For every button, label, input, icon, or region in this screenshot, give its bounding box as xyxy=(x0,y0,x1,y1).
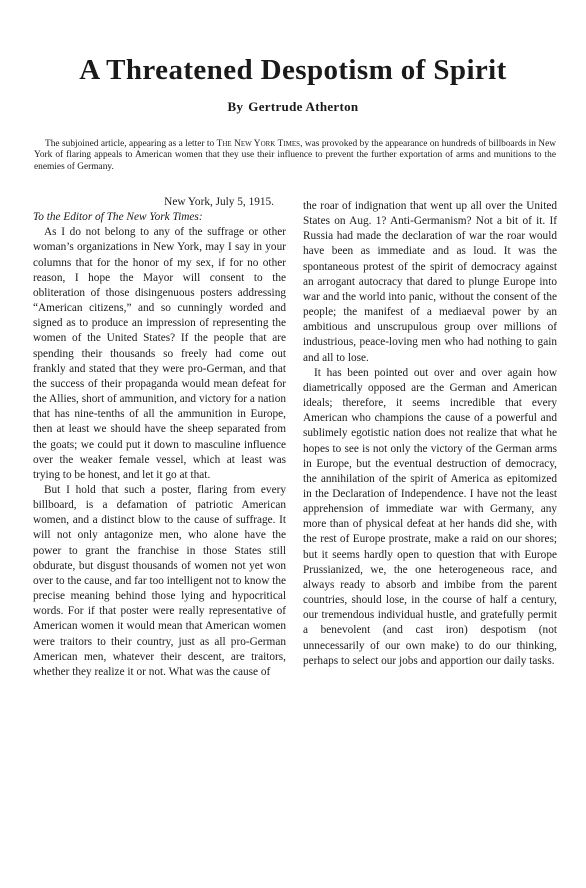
byline-prefix: By xyxy=(227,99,244,114)
intro-text-end: , was provoked by the appearance on hundreds of billboards in New York of flaring appeals to American women that they use their influence to prevent the further exportation of arms and munitions to the enemies of Germany. xyxy=(34,139,556,172)
right-column xyxy=(303,199,557,669)
publication-name: The New York Times xyxy=(216,139,301,149)
body-paragraph-continued: the roar of indignation that went up all over the United States on Aug. 1? Anti-Germanism? Not a bit of it. If Russia had made the declaration of war the roar would have been as immediate and as loud. It was the spontaneous protest of the spirit of democracy against an arrogant autocracy that dared to plunge Europe into war and the world into panic, without the consent of the people; the manifest of a mediaeval power by an ambitious and unscrupulous group over millions of industrious, peace-loving men who had nothing to gain and all to lose. xyxy=(303,200,557,364)
author-name: Gertrude Atherton xyxy=(248,99,359,114)
intro-text-start: The subjoined article, appearing as a letter to xyxy=(45,139,217,149)
dateline: New York, July 5, 1915. xyxy=(164,196,274,208)
body-paragraph: But I hold that such a poster, flaring from every billboard, is a defamation of patriotic American women, and a distinct blow to the cause of suffrage. It will not only antagonize men, who alone have the power to grant the franchise in those States still obdurate, but disgust thousands of women not yet won over to the cause, and far too intelligent not to know the precise meaning behind those lying and hypocritical words. For if that poster were really representative of American women it would mean that American women were traitors to their country, just as all pro-German American men, whatever their descent, are traitors, whether they realize it or not. What was the cause of xyxy=(33,483,286,678)
salutation: To the Editor of The New York Times: xyxy=(33,211,203,224)
body-paragraph: As I do not belong to any of the suffrage or other woman’s organizations in New York, may I say in your columns that for the honor of my sex, if for no other reason, I hope the Mayor will consent to the obliteration of those disingenuous posters addressing “American citizens,” and so cunningly worded and signed as to produce an impression of representing the women of the United States? If the people that are spending their thousands so freely had come out frankly and stated that they were pro-German, and that the success of their propaganda would mean defeat for the Allies, short of ammunition, and victory for a nation that has nine-tenths of all the ammunition in Europe, then at least we should have the sheep separated from the goats; we could put it down to masculine influence over the weaker female vessel, which at least was trying to be honest, and let it go at that. xyxy=(33,226,286,481)
editorial-intro xyxy=(34,139,556,173)
article-title: A Threatened Despotism of Spirit xyxy=(79,54,507,86)
left-column xyxy=(33,195,286,680)
body-paragraph: It has been pointed out over and over again how diametrically opposed are the German and American ideals; therefore, it seems incredible that every American who champions the cause of a powerful and sublimely egotistic nation does not realize that what he hopes to see is not only the victory of the German arms in Europe, but the eventual destruction of democracy, the annihilation of the spirit of America as epitomized in the Declaration of Independence. I have not the least apprehension of immediate war with Germany, any more than of physical defeat at her hands did she, with the rest of Europe prostrate, make a raid on our shores; but it seems hardly open to question that with Europe Prussianized, we, the one heterogeneous race, and always ready to absorb and imbibe from the parent countries, should lose, in the course of half a century, our tremendous individual hustle, and gratefully permit a benevolent (and cast iron) despotism (not unnecessarily of our own make) to do our thinking, perhaps to select our jobs and apportion our daily tasks. xyxy=(303,366,557,667)
byline xyxy=(0,99,586,115)
